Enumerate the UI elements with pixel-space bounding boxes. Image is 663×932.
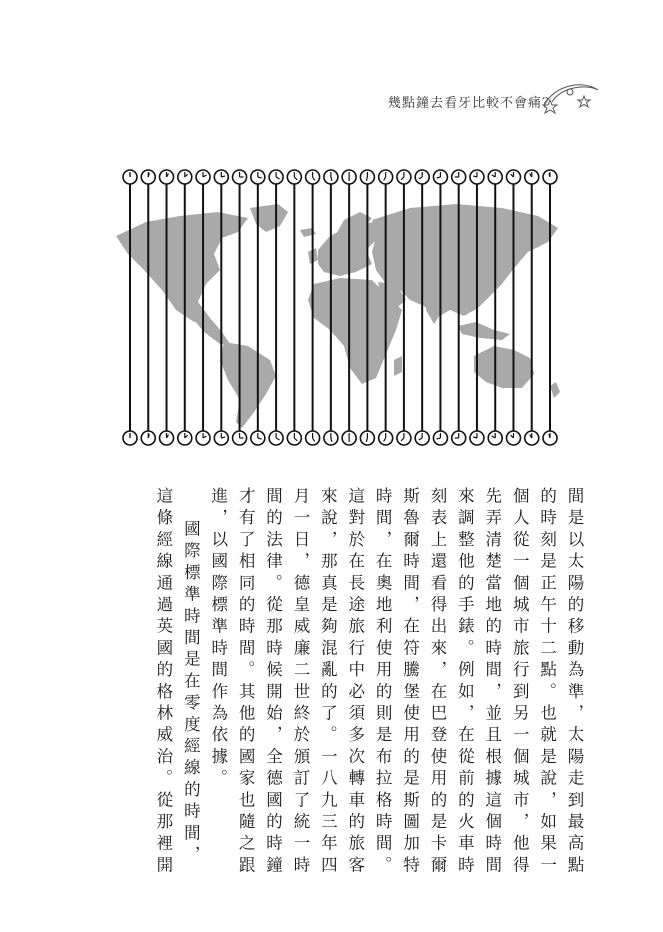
clock-icon [470, 431, 484, 445]
clock-icon [123, 170, 137, 184]
clock-icon [506, 170, 520, 184]
clock-icon [251, 170, 265, 184]
running-title: 幾點鐘去看牙比較不會痛？ [388, 96, 557, 111]
world-map-icon [116, 204, 560, 428]
clock-icon [233, 431, 247, 445]
clock-icon [379, 431, 393, 445]
clock-icon [415, 431, 429, 445]
clock-icon [525, 170, 539, 184]
clock-icon [214, 431, 228, 445]
clock-icon [324, 431, 338, 445]
paragraph-2: 國際標準時間是在零度經線的時間，這條經線通過英國的格林威治。從那裡開 [153, 487, 201, 878]
clock-icon [287, 170, 301, 184]
clock-icon [525, 431, 539, 445]
paragraph-1: 間是以太陽的移動為準，太陽走到最高點的時刻是正午十二點。也就是說，如果一個人從一個城市旅行到另一個城市，他得先弄清楚當地的時間，並且根據這個時間來調整他的手錶。例如，在從前的火車時刻表上還看得出來，在巴登使用的是卡爾斯魯爾時間，在符騰堡使用的是斯圖加特時間，在奧地利使用的則是布拉格時間。這對於在長途旅行中必須多次轉車的旅客來說，那真是夠混亂的了。一八九三年四月一日，德皇威廉二世終於頒訂了統一時間的法律。從那時候開始，全德國的時鐘才有了相同的時間。其他的國家也隨之跟進，以國際標準時間作為依據。 [208, 487, 584, 878]
clock-icon [269, 170, 283, 184]
clock-icon [433, 431, 447, 445]
clock-icon [470, 170, 484, 184]
clock-icon [233, 170, 247, 184]
clock-icon [360, 170, 374, 184]
time-zone-figure [110, 160, 570, 456]
clock-icon [196, 431, 210, 445]
clock-icon [324, 170, 338, 184]
body-text [108, 487, 588, 887]
clock-icon [141, 431, 155, 445]
clock-icon [306, 170, 320, 184]
clock-icon [397, 431, 411, 445]
clock-icon [452, 170, 466, 184]
clock-icon [506, 431, 520, 445]
clock-icon [342, 170, 356, 184]
clock-icon [178, 170, 192, 184]
clock-icon [178, 431, 192, 445]
clock-icon [269, 431, 283, 445]
clock-icon [543, 170, 557, 184]
clock-icon [415, 170, 429, 184]
clock-icon [287, 431, 301, 445]
clock-icon [397, 170, 411, 184]
clock-icon [433, 170, 447, 184]
clock-icon [141, 170, 155, 184]
clock-icon [214, 170, 228, 184]
stars-swirl-icon [540, 80, 602, 118]
clock-icon [379, 170, 393, 184]
clock-icon [342, 431, 356, 445]
clock-icon [196, 170, 210, 184]
clock-icon [360, 431, 374, 445]
clock-icon [251, 431, 265, 445]
clock-icon [123, 431, 137, 445]
time-zone-diagram [110, 160, 570, 452]
clock-icon [306, 431, 320, 445]
clock-icon [160, 170, 174, 184]
clock-icon [488, 431, 502, 445]
clock-icon [543, 431, 557, 445]
clock-icon [488, 170, 502, 184]
clock-icon [452, 431, 466, 445]
clock-icon [160, 431, 174, 445]
